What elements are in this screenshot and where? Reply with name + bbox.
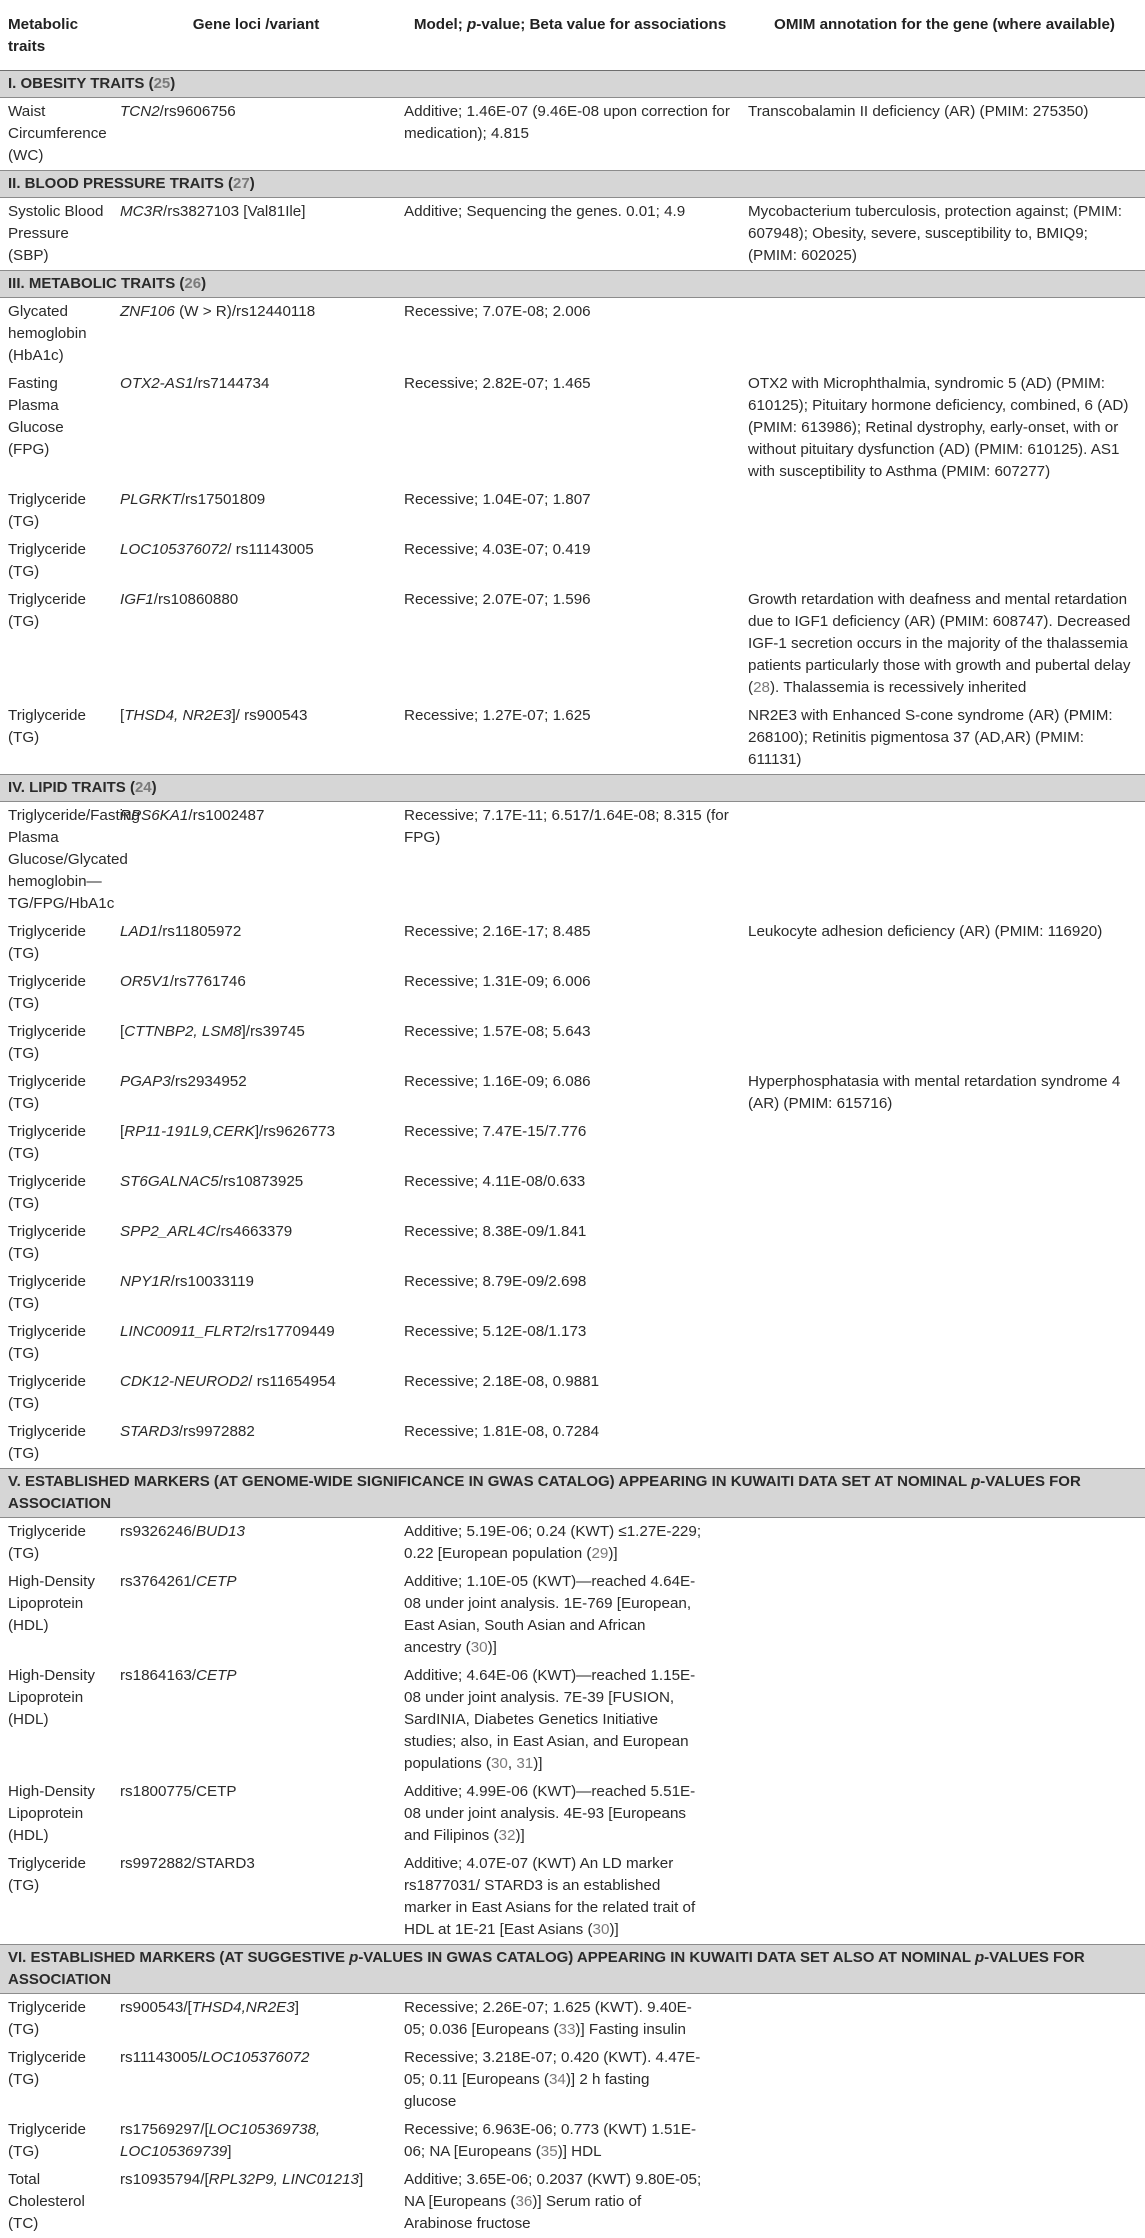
variant-id: ]/rs9626773: [254, 1123, 336, 1140]
variant-id: ]/ rs900543: [231, 707, 308, 724]
trait-cell: Triglyceride (TG): [8, 591, 86, 630]
trait-cell: High-Density Lipoprotein (HDL): [8, 1783, 95, 1844]
model-cell: Recessive; 1.04E-07; 1.807: [404, 491, 591, 508]
variant-id: /rs3827103 [Val81Ile]: [163, 203, 306, 220]
model-cell: Recessive; 4.03E-07; 0.419: [404, 541, 591, 558]
gene-name: CDK12-NEUROD2: [120, 1373, 249, 1390]
trait-cell: Glycated hemoglobin (HbA1c): [8, 303, 87, 364]
trait-cell: Triglyceride (TG): [8, 1023, 86, 1062]
variant-id: rs9972882/STARD3: [120, 1855, 255, 1872]
gene-cell: [112, 2116, 396, 2166]
variant-bracket: ]: [227, 2143, 232, 2160]
gene-name: PLGRKT: [120, 491, 181, 508]
gene-name: LOC105369738, LOC105369739: [120, 2121, 321, 2160]
variant-id: /rs1002487: [188, 807, 265, 824]
variant-id: /rs7761746: [169, 973, 246, 990]
omim-cell: Transcobalamin II deficiency (AR) (PMIM: 275350): [748, 103, 1089, 120]
model-cell: Recessive; 4.11E-08/0.633: [404, 1173, 586, 1190]
model-cell: Additive; 1.46E-07 (9.46E-08 upon correction for medication); 4.815: [404, 103, 730, 142]
model-cell: [396, 1568, 1145, 1662]
model-cell: [396, 1662, 1145, 1778]
table-row: [0, 536, 1145, 586]
model-text-mid: ,: [507, 1755, 517, 1772]
variant-id: rs10935794/[: [120, 2171, 209, 2188]
gene-name: OTX2-AS1: [120, 375, 194, 392]
gene-name: RP11-191L9,CERK: [124, 1123, 255, 1140]
section-metabolic-traits: [0, 271, 1145, 298]
model-text-post: )]: [608, 1545, 618, 1562]
gene-bracket: [: [120, 707, 125, 724]
section-label: [0, 271, 1145, 298]
table-row: [0, 2116, 1145, 2166]
trait-cell: Triglyceride (TG): [8, 1523, 86, 1562]
model-cell: Recessive; 8.38E-09/1.841: [404, 1223, 587, 1240]
header-model-pre: Model;: [413, 16, 468, 33]
variant-id: rs1800775/CETP: [120, 1783, 237, 1800]
variant-id: rs11143005/: [120, 2049, 203, 2066]
gene-cell: [112, 2044, 396, 2116]
table-row: [0, 1168, 1145, 1218]
gene-cell: [112, 198, 396, 271]
model-text-post: )] HDL: [557, 2143, 602, 2160]
section-close: ): [249, 175, 255, 192]
variant-bracket: ]: [294, 1999, 299, 2016]
gene-cell: [112, 1218, 396, 1268]
table-row: [0, 1118, 1145, 1168]
trait-cell: Triglyceride (TG): [8, 923, 86, 962]
gene-name: SPP2_ARL4C: [120, 1223, 217, 1240]
gene-cell: [112, 702, 396, 775]
model-cell: Recessive; 2.18E-08, 0.9881: [404, 1373, 600, 1390]
gene-cell: [112, 1518, 396, 1569]
trait-cell: High-Density Lipoprotein (HDL): [8, 1573, 95, 1634]
gene-name: CTTNBP2, LSM8: [124, 1023, 242, 1040]
model-cell: [396, 1518, 1145, 1569]
table-row: [0, 1218, 1145, 1268]
header-omim: OMIM annotation for the gene (where available): [740, 0, 1145, 71]
omim-cell: [740, 1268, 1145, 1318]
table-row: [0, 1994, 1145, 2045]
table-row: [0, 1568, 1145, 1662]
variant-id: /rs4663379: [216, 1223, 293, 1240]
gene-cell: [112, 1568, 396, 1662]
header-model: [396, 0, 740, 71]
gene-name: PGAP3: [120, 1073, 171, 1090]
omim-cell: [740, 1168, 1145, 1218]
model-text: Additive; 4.07E-07 (KWT) An LD marker rs1877031/ STARD3 is an established marker in East Asians for the related trait of HDL at 1E-21 [East Asians (: [404, 1855, 696, 1938]
gene-cell: [112, 1850, 396, 1945]
section-title-it: p: [349, 1949, 359, 1966]
omim-cell: [740, 1318, 1145, 1368]
omim-cell: [740, 486, 1145, 536]
gene-name: CETP: [196, 1667, 237, 1684]
reference-link[interactable]: 26: [184, 275, 202, 292]
section-title: V. ESTABLISHED MARKERS (AT GENOME-WIDE SIGNIFICANCE IN GWAS CATALOG) APPEARING IN KUWAITI DATA SET AT NOMINAL: [8, 1473, 972, 1490]
omim-cell: [740, 536, 1145, 586]
gene-cell: [112, 2166, 396, 2238]
model-cell: Recessive; 1.27E-07; 1.625: [404, 707, 591, 724]
gene-cell: [112, 586, 396, 702]
section-label: [0, 1469, 1145, 1518]
omim-cell: [740, 1418, 1145, 1469]
gene-name: LINC00911_FLRT2: [120, 1323, 251, 1340]
table-row: [0, 98, 1145, 171]
header-metabolic-traits: Metabolic traits: [0, 0, 112, 71]
model-text: Additive; 3.65E-06; 0.2037 (KWT) 9.80E-05; NA [Europeans (: [404, 2171, 702, 2210]
section-lipid-traits: [0, 775, 1145, 802]
section-title-mid: -VALUES IN GWAS CATALOG) APPEARING IN KUWAITI DATA SET ALSO AT NOMINAL: [358, 1949, 975, 1966]
section-obesity-traits: [0, 71, 1145, 98]
trait-cell: Triglyceride/Fasting Plasma Glucose/Glycated hemoglobin—TG/FPG/HbA1c: [8, 807, 140, 912]
model-text-post: )]: [487, 1639, 497, 1656]
reference-link[interactable]: 34: [548, 2071, 566, 2088]
reference-link[interactable]: 28: [753, 679, 770, 696]
trait-cell: Fasting Plasma Glucose (FPG): [8, 375, 64, 458]
omim-cell: NR2E3 with Enhanced S-cone syndrome (AR) (PMIM: 268100); Retinitis pigmentosa 37 (AD,AR) (PMIM: 611131): [748, 707, 1113, 768]
model-cell: Recessive; 7.07E-08; 2.006: [404, 303, 591, 320]
section-label: [0, 1945, 1145, 1994]
omim-text-post: ). Thalassemia is recessively inherited: [769, 679, 1027, 696]
gene-name: LOC105376072: [120, 541, 228, 558]
reference-link[interactable]: 35: [540, 2143, 558, 2160]
section-title-post: -VALUES FOR ASSOCIATION: [8, 1473, 1081, 1512]
variant-id: rs900543/[: [120, 1999, 192, 2016]
omim-cell: [740, 1018, 1145, 1068]
table-row: [0, 2166, 1145, 2238]
section-close: ): [151, 779, 157, 796]
gene-name: RPS6KA1: [120, 807, 189, 824]
header-model-post: -value; Beta value for associations: [476, 16, 727, 33]
model-text: Additive; 4.99E-06 (KWT)—reached 5.51E-08 under joint analysis. 4E-93 [Europeans and Filipinos (: [404, 1783, 696, 1844]
model-cell: Additive; Sequencing the genes. 0.01; 4.9: [404, 203, 686, 220]
gene-name: BUD13: [196, 1523, 245, 1540]
gene-cell: [112, 968, 396, 1018]
table-row: [0, 2044, 1145, 2116]
model-text-post: )]: [533, 1755, 543, 1772]
section-title-post: -VALUES FOR ASSOCIATION: [8, 1949, 1085, 1988]
model-cell: Recessive; 1.16E-09; 6.086: [404, 1073, 591, 1090]
table-row: [0, 1268, 1145, 1318]
model-text: Additive; 1.10E-05 (KWT)—reached 4.64E-08 under joint analysis. 1E-769 [European, East Asian, South Asian and African ancestry (: [404, 1573, 696, 1656]
reference-link[interactable]: 27: [233, 175, 250, 192]
table-row: [0, 370, 1145, 486]
table-row: [0, 1418, 1145, 1469]
table-row: [0, 1368, 1145, 1418]
table-row: [0, 1318, 1145, 1368]
section-established-markers-genome-wide: [0, 1469, 1145, 1518]
variant-bracket: ]: [358, 2171, 364, 2188]
omim-cell: [740, 1218, 1145, 1268]
table-row: [0, 586, 1145, 702]
variant-id: /rs11805972: [158, 923, 242, 940]
reference-link[interactable]: 25: [153, 75, 171, 92]
table-header-row: [0, 0, 1145, 71]
model-cell: [396, 1994, 1145, 2045]
table-row: [0, 298, 1145, 371]
reference-link[interactable]: 30: [592, 1921, 610, 1938]
reference-link[interactable]: 31: [516, 1755, 534, 1772]
header-model-it: p: [467, 16, 477, 33]
model-cell: [396, 1778, 1145, 1850]
gene-cell: [112, 1662, 396, 1778]
table-row: [0, 1068, 1145, 1118]
gene-cell: [112, 1018, 396, 1068]
section-label: [0, 71, 1145, 98]
section-close: ): [170, 75, 176, 92]
trait-cell: Triglyceride (TG): [8, 973, 86, 1012]
variant-id: /rs9606756: [159, 103, 236, 120]
section-label: [0, 775, 1145, 802]
table-row: [0, 1662, 1145, 1778]
table-row: [0, 1778, 1145, 1850]
omim-cell: [740, 1118, 1145, 1168]
gene-name: THSD4,NR2E3: [191, 1999, 295, 2016]
gene-name: TCN2: [120, 103, 160, 120]
model-text: Additive; 4.64E-06 (KWT)—reached 1.15E-08 under joint analysis. 7E-39 [FUSION, SardINIA, Diabetes Genetics Initiative studies; also, in East Asian, and European populations (: [404, 1667, 696, 1772]
trait-cell: Triglyceride (TG): [8, 1323, 86, 1362]
gene-name: ST6GALNAC5: [120, 1173, 219, 1190]
model-text-post: )] 2 h fasting glucose: [404, 2071, 650, 2110]
omim-cell: [740, 586, 1145, 702]
gene-name: OR5V1: [120, 973, 170, 990]
omim-cell: Leukocyte adhesion deficiency (AR) (PMIM: 116920): [748, 923, 1103, 940]
gene-name: THSD4, NR2E3: [124, 707, 232, 724]
variant-id: /rs10873925: [218, 1173, 304, 1190]
gene-cell: [112, 1168, 396, 1218]
table-row: [0, 1518, 1145, 1569]
gene-cell: [112, 1994, 396, 2045]
gene-cell: [112, 1068, 396, 1118]
variant-id: /rs10860880: [153, 591, 239, 608]
omim-cell: [740, 802, 1145, 919]
trait-cell: Triglyceride (TG): [8, 1123, 86, 1162]
variant-id: /rs2934952: [170, 1073, 247, 1090]
trait-cell: Triglyceride (TG): [8, 2049, 86, 2088]
gene-cell: [112, 98, 396, 171]
variant-id: / rs11143005: [227, 541, 314, 558]
omim-text: Growth retardation with deafness and mental retardation due to IGF1 deficiency (AR) (PMIM: 608747). Decreased IGF-1 secretion occurs in the majority of the thalassemia patients particularly those with growth and pubertal delay (: [748, 591, 1131, 696]
header-gene-loci: Gene loci /variant: [112, 0, 396, 71]
gene-bracket: [: [120, 1123, 125, 1140]
trait-cell: Triglyceride (TG): [8, 1999, 86, 2038]
model-cell: Recessive; 8.79E-09/2.698: [404, 1273, 587, 1290]
trait-cell: Triglyceride (TG): [8, 491, 86, 530]
trait-cell: Triglyceride (TG): [8, 1173, 86, 1212]
table-row: [0, 968, 1145, 1018]
variant-id: /rs9972882: [178, 1423, 255, 1440]
variant-id: /rs17709449: [250, 1323, 335, 1340]
variant-id: rs9326246/: [120, 1523, 196, 1540]
gene-name: LAD1: [120, 923, 158, 940]
variant-id: /rs7144734: [193, 375, 270, 392]
variant-id: (W > R)/rs12440118: [174, 303, 316, 320]
trait-cell: Triglyceride (TG): [8, 2121, 86, 2160]
gene-cell: [112, 370, 396, 486]
model-cell: Recessive; 7.47E-15/7.776: [404, 1123, 587, 1140]
omim-cell: Hyperphosphatasia with mental retardation syndrome 4 (AR) (PMIM: 615716): [748, 1073, 1121, 1112]
gene-cell: [112, 486, 396, 536]
table-row: [0, 198, 1145, 271]
gene-cell: [112, 1268, 396, 1318]
model-cell: Recessive; 2.16E-17; 8.485: [404, 923, 591, 940]
model-cell: Recessive; 2.82E-07; 1.465: [404, 375, 591, 392]
model-cell: Recessive; 2.07E-07; 1.596: [404, 591, 591, 608]
trait-cell: Triglyceride (TG): [8, 1273, 86, 1312]
variant-id: rs1864163/: [120, 1667, 196, 1684]
model-cell: Recessive; 1.31E-09; 6.006: [404, 973, 591, 990]
model-cell: Recessive; 1.81E-08, 0.7284: [404, 1423, 600, 1440]
omim-cell: OTX2 with Microphthalmia, syndromic 5 (AD) (PMIM: 610125); Pituitary hormone deficiency, combined, 6 (AD) (PMIM: 613986); Retinal dystrophy, early-onset, with or without pituitary dysfunction (AD) (PMIM: 610125). AS1 with susceptibility to Asthma (PMIM: 607277): [748, 375, 1129, 480]
model-cell: Recessive; 5.12E-08/1.173: [404, 1323, 587, 1340]
gene-cell: [112, 1118, 396, 1168]
reference-link[interactable]: 33: [558, 2021, 576, 2038]
section-title-it2: p: [974, 1949, 985, 1966]
gene-cell: [112, 1368, 396, 1418]
gene-cell: [112, 1418, 396, 1469]
model-text: Recessive; 3.218E-07; 0.420 (KWT). 4.47E-05; 0.11 [Europeans (: [404, 2049, 701, 2088]
reference-link[interactable]: 30: [490, 1755, 508, 1772]
gene-name: RPL32P9, LINC01213: [208, 2171, 359, 2188]
omim-cell: [740, 968, 1145, 1018]
trait-cell: Triglyceride (TG): [8, 541, 86, 580]
model-cell: [396, 2044, 1145, 2116]
model-text: Additive; 5.19E-06; 0.24 (KWT) ≤1.27E-229; 0.22 [European population (: [404, 1523, 702, 1562]
table-row: [0, 702, 1145, 775]
model-cell: Recessive; 1.57E-08; 5.643: [404, 1023, 591, 1040]
gene-name: ZNF106: [120, 303, 175, 320]
model-text-post: )] Serum ratio of Arabinose fructose: [404, 2193, 642, 2232]
table-row: [0, 1018, 1145, 1068]
table-row: [0, 486, 1145, 536]
variant-id: rs3764261/: [120, 1573, 196, 1590]
section-title: VI. ESTABLISHED MARKERS (AT SUGGESTIVE: [8, 1949, 350, 1966]
trait-cell: Triglyceride (TG): [8, 1073, 86, 1112]
table-row: [0, 802, 1145, 919]
gene-cell: [112, 1778, 396, 1850]
section-label: [0, 171, 1145, 198]
table-row: [0, 918, 1145, 968]
variant-id: rs17569297/[: [120, 2121, 209, 2138]
model-cell: [396, 2116, 1145, 2166]
gene-name: STARD3: [120, 1423, 179, 1440]
reference-link[interactable]: 29: [591, 1545, 609, 1562]
section-title: III. METABOLIC TRAITS (: [8, 275, 185, 292]
gene-cell: [112, 536, 396, 586]
section-blood-pressure-traits: [0, 171, 1145, 198]
gene-bracket: [: [120, 1023, 125, 1040]
omim-cell: [740, 1368, 1145, 1418]
gene-name: IGF1: [120, 591, 154, 608]
section-close: ): [201, 275, 207, 292]
gene-name: LOC105376072: [202, 2049, 310, 2066]
trait-cell: Triglyceride (TG): [8, 1223, 86, 1262]
model-cell: Recessive; 7.17E-11; 6.517/1.64E-08; 8.315 (for FPG): [404, 807, 729, 846]
gene-name: NPY1R: [120, 1273, 171, 1290]
gene-cell: [112, 298, 396, 371]
trait-cell: Total Cholesterol (TC): [8, 2171, 85, 2232]
trait-cell: Triglyceride (TG): [8, 707, 86, 746]
gene-cell: [112, 802, 396, 919]
trait-cell: Triglyceride (TG): [8, 1373, 86, 1412]
table-row: [0, 1850, 1145, 1945]
trait-cell: Systolic Blood Pressure (SBP): [8, 203, 104, 264]
trait-cell: High-Density Lipoprotein (HDL): [8, 1667, 95, 1728]
trait-cell: Triglyceride (TG): [8, 1855, 86, 1894]
model-text-post: )] Fasting insulin: [575, 2021, 686, 2038]
model-text: Recessive; 2.26E-07; 1.625 (KWT). 9.40E-05; 0.036 [Europeans (: [404, 1999, 692, 2038]
trait-cell: Triglyceride (TG): [8, 1423, 86, 1462]
model-text-post: )]: [609, 1921, 619, 1938]
section-title: I. OBESITY TRAITS (: [8, 75, 154, 92]
reference-link[interactable]: 24: [134, 779, 152, 796]
gene-name: MC3R: [120, 203, 164, 220]
reference-link[interactable]: 36: [515, 2193, 533, 2210]
model-text: Recessive; 6.963E-06; 0.773 (KWT) 1.51E-06; NA [Europeans (: [404, 2121, 697, 2160]
model-cell: [396, 2166, 1145, 2238]
reference-link[interactable]: 32: [498, 1827, 516, 1844]
variant-id: / rs11654954: [248, 1373, 336, 1390]
model-text-post: )]: [515, 1827, 525, 1844]
model-cell: [396, 1850, 1145, 1945]
section-title: II. BLOOD PRESSURE TRAITS (: [8, 175, 234, 192]
gene-name: CETP: [196, 1573, 237, 1590]
gene-cell: [112, 1318, 396, 1368]
gene-cell: [112, 918, 396, 968]
section-established-markers-suggestive: [0, 1945, 1145, 1994]
omim-cell: Mycobacterium tuberculosis, protection against; (PMIM: 607948); Obesity, severe, susceptibility to, BMIQ9; (PMIM: 602025): [748, 203, 1122, 264]
variant-id: ]/rs39745: [241, 1023, 305, 1040]
section-title-it: p: [971, 1473, 981, 1490]
variant-id: /rs10033119: [170, 1273, 254, 1290]
section-title: IV. LIPID TRAITS (: [8, 779, 135, 796]
reference-link[interactable]: 30: [470, 1639, 488, 1656]
omim-cell: [740, 298, 1145, 371]
variant-id: /rs17501809: [180, 491, 266, 508]
trait-cell: Waist Circumference (WC): [8, 103, 107, 164]
